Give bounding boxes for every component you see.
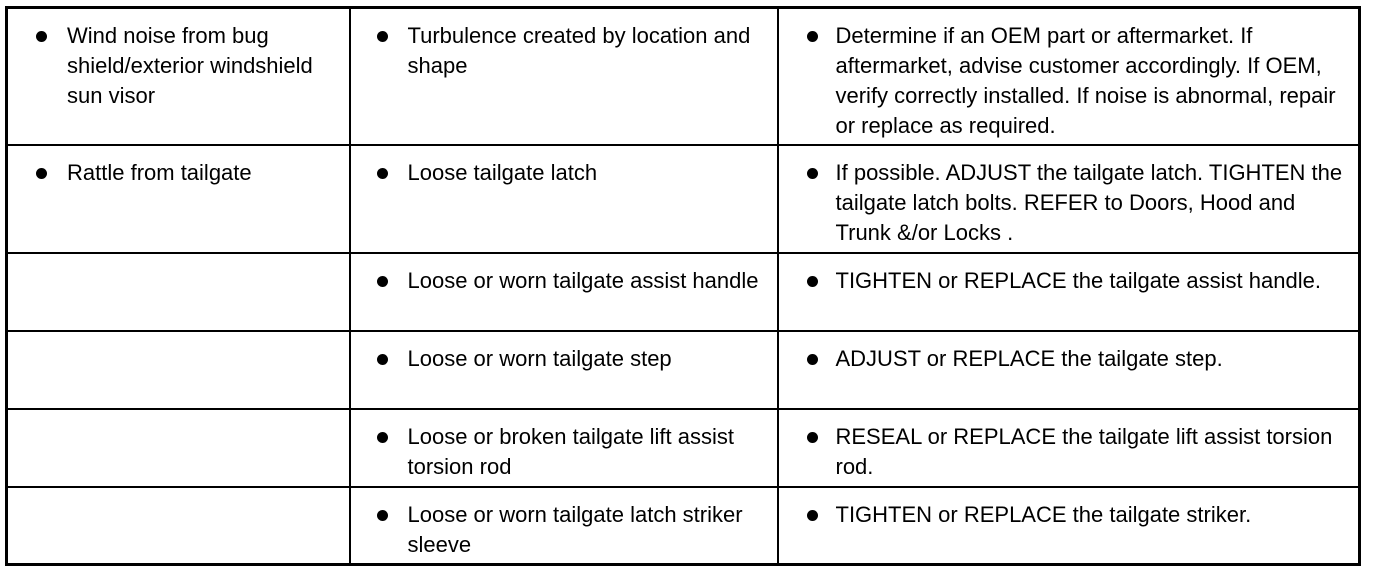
list-item [351, 500, 777, 560]
action-cell [778, 8, 1360, 145]
action-text: ADJUST or REPLACE the tailgate step. [835, 345, 1223, 371]
diagnostic-table [5, 6, 1361, 566]
action-text: TIGHTEN or REPLACE the tailgate assist handle. [835, 267, 1321, 293]
table-row [7, 487, 1360, 565]
list-item [8, 21, 349, 111]
bullet-icon [36, 31, 47, 42]
list-item [351, 266, 777, 296]
cause-cell [350, 331, 778, 409]
cause-cell [350, 253, 778, 331]
list-item [779, 266, 1359, 296]
list-item [351, 21, 777, 81]
list-item [779, 158, 1359, 248]
cause-text: Turbulence created by location and shape [407, 23, 751, 78]
cause-text: Loose or worn tailgate step [407, 345, 672, 371]
list-item [779, 21, 1359, 141]
bullet-icon [377, 354, 388, 365]
list-item [779, 344, 1359, 374]
list-item [779, 500, 1359, 530]
action-text: RESEAL or REPLACE the tailgate lift assist torsion rod. [835, 423, 1333, 479]
table-row [7, 409, 1360, 487]
cause-cell [350, 487, 778, 565]
cause-text: Loose or worn tailgate assist handle [407, 267, 759, 293]
cause-cell [350, 8, 778, 145]
list-item [8, 158, 349, 188]
list-item [351, 158, 777, 188]
action-text: Determine if an OEM part or aftermarket. If aftermarket, advise customer accordingly. If OEM, verify correctly installed. If noise is abnormal, repair or replace as required. [835, 23, 1336, 138]
table-row [7, 253, 1360, 331]
bullet-icon [377, 168, 388, 179]
list-item [779, 422, 1359, 482]
cause-cell [350, 409, 778, 487]
table-row [7, 331, 1360, 409]
bullet-icon [807, 432, 818, 443]
symptom-text: Rattle from tailgate [67, 159, 252, 185]
symptom-cell [7, 487, 350, 565]
action-cell [778, 409, 1360, 487]
action-cell [778, 253, 1360, 331]
bullet-icon [807, 168, 818, 179]
bullet-icon [377, 31, 388, 42]
symptom-cell [7, 8, 350, 145]
bullet-icon [377, 276, 388, 287]
cause-text: Loose or worn tailgate latch striker sleeve [407, 501, 743, 557]
action-cell [778, 145, 1360, 253]
cause-cell [350, 145, 778, 253]
bullet-icon [377, 432, 388, 443]
bullet-icon [807, 276, 818, 287]
action-cell [778, 331, 1360, 409]
table-row [7, 145, 1360, 253]
bullet-icon [807, 354, 818, 365]
cause-text: Loose tailgate latch [407, 159, 598, 185]
bullet-icon [377, 510, 388, 521]
symptom-cell [7, 145, 350, 253]
symptom-cell [7, 253, 350, 331]
cause-text: Loose or broken tailgate lift assist torsion rod [407, 423, 735, 479]
bullet-icon [807, 510, 818, 521]
table-row [7, 8, 1360, 145]
bullet-icon [807, 31, 818, 42]
action-text: TIGHTEN or REPLACE the tailgate striker. [835, 501, 1252, 527]
symptom-cell [7, 331, 350, 409]
action-cell [778, 487, 1360, 565]
symptom-text: Wind noise from bug shield/exterior windshield sun visor [67, 23, 313, 108]
list-item [351, 422, 777, 482]
list-item [351, 344, 777, 374]
action-text: If possible. ADJUST the tailgate latch. TIGHTEN the tailgate latch bolts. REFER to Doors, Hood and Trunk &/or Locks . [835, 159, 1343, 245]
bullet-icon [36, 168, 47, 179]
symptom-cell [7, 409, 350, 487]
